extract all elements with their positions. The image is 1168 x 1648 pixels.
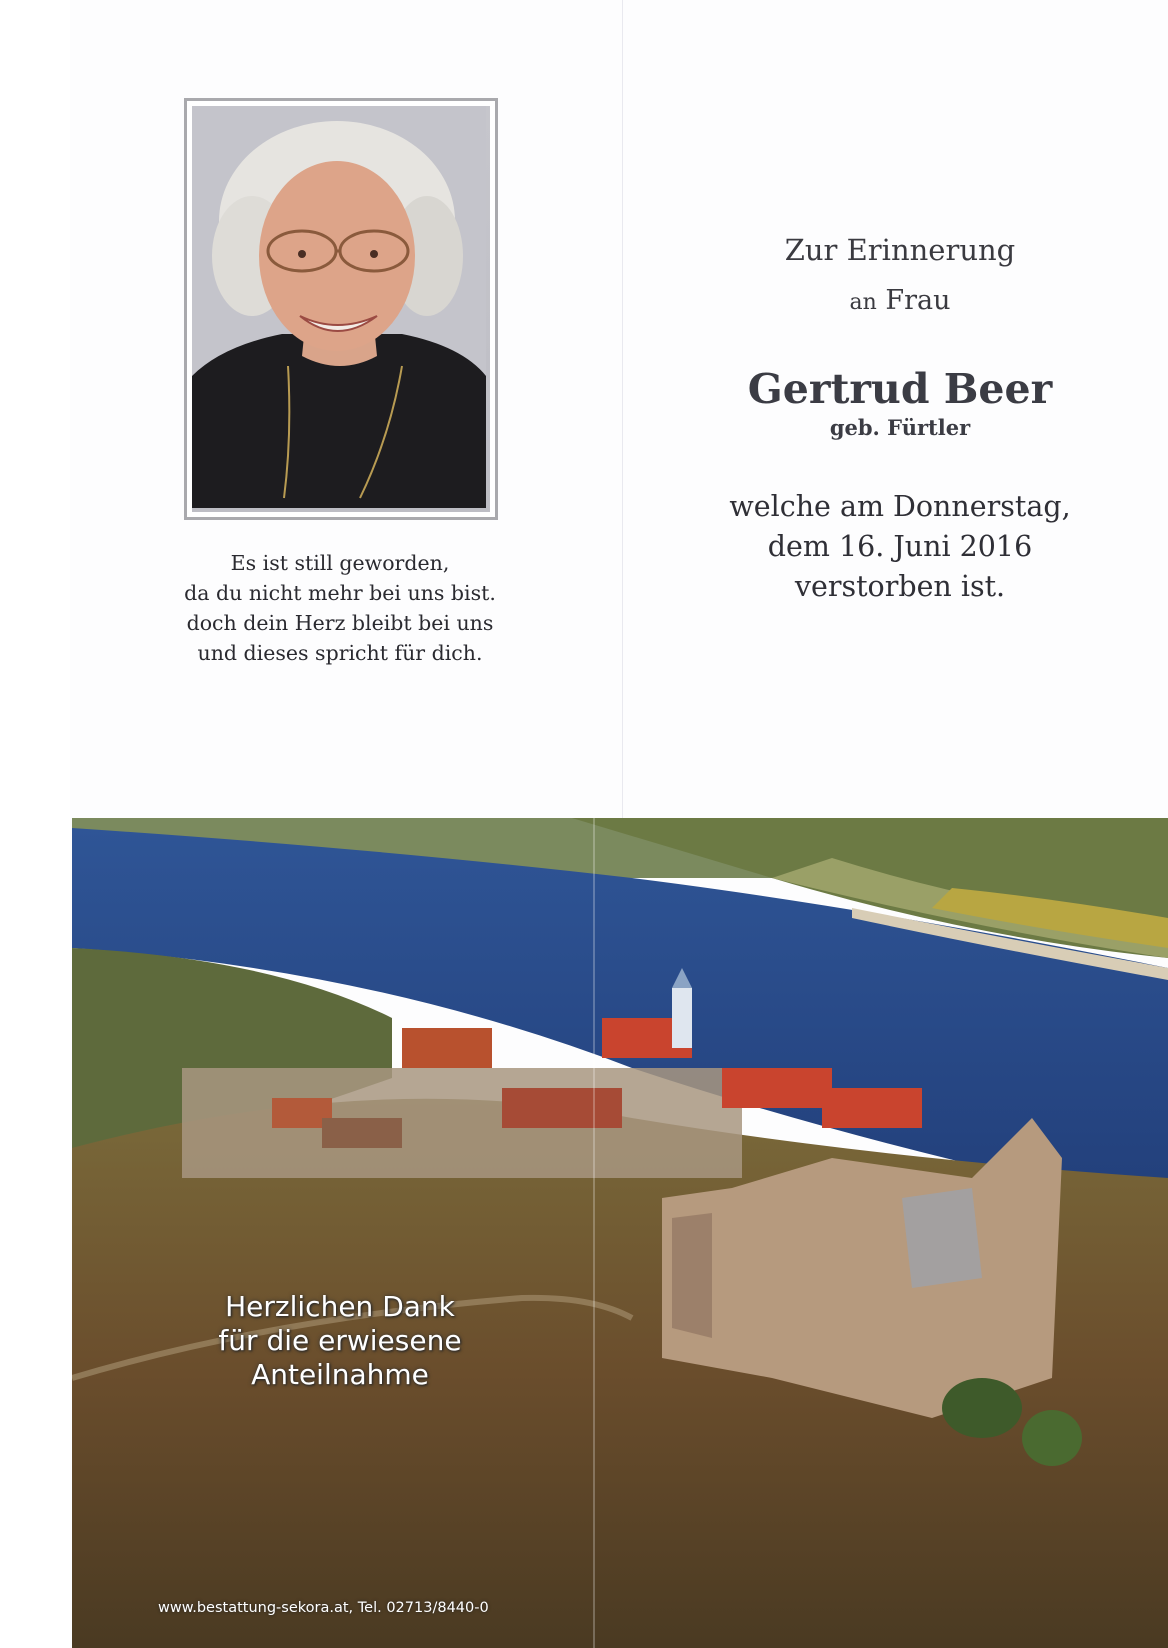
intro-title: Frau bbox=[885, 285, 951, 316]
death-notice bbox=[700, 487, 1100, 607]
thanks-line: für die erwiesene bbox=[218, 1324, 462, 1357]
portrait-frame bbox=[184, 98, 498, 520]
death-line: dem 16. Juni 2016 bbox=[767, 530, 1033, 563]
intro-heading: Zur Erinnerung bbox=[784, 233, 1016, 267]
deceased-name: Gertrud Beer bbox=[747, 365, 1053, 413]
intro-prefix: an bbox=[849, 290, 877, 315]
thanks-text bbox=[180, 1290, 500, 1392]
death-line: verstorben ist. bbox=[794, 570, 1006, 603]
fold-line bbox=[622, 0, 623, 820]
death-line: welche am Donnerstag, bbox=[729, 490, 1071, 523]
portrait-photo bbox=[192, 106, 490, 512]
poem-line: Es ist still geworden, bbox=[230, 551, 450, 575]
maiden-name: geb. Fürtler bbox=[829, 415, 971, 440]
funeral-home-contact: www.bestattung-sekora.at, Tel. 02713/8440-0 bbox=[158, 1600, 489, 1616]
thanks-line: Anteilnahme bbox=[251, 1358, 429, 1391]
poem-line: da du nicht mehr bei uns bist. bbox=[184, 581, 496, 605]
poem-line: und dieses spricht für dich. bbox=[197, 641, 483, 665]
poem bbox=[170, 548, 510, 668]
thanks-line: Herzlichen Dank bbox=[225, 1290, 455, 1323]
landscape-photo bbox=[72, 818, 1168, 1648]
poem-line: doch dein Herz bleibt bei uns bbox=[186, 611, 494, 635]
intro-subheading bbox=[700, 284, 1100, 320]
